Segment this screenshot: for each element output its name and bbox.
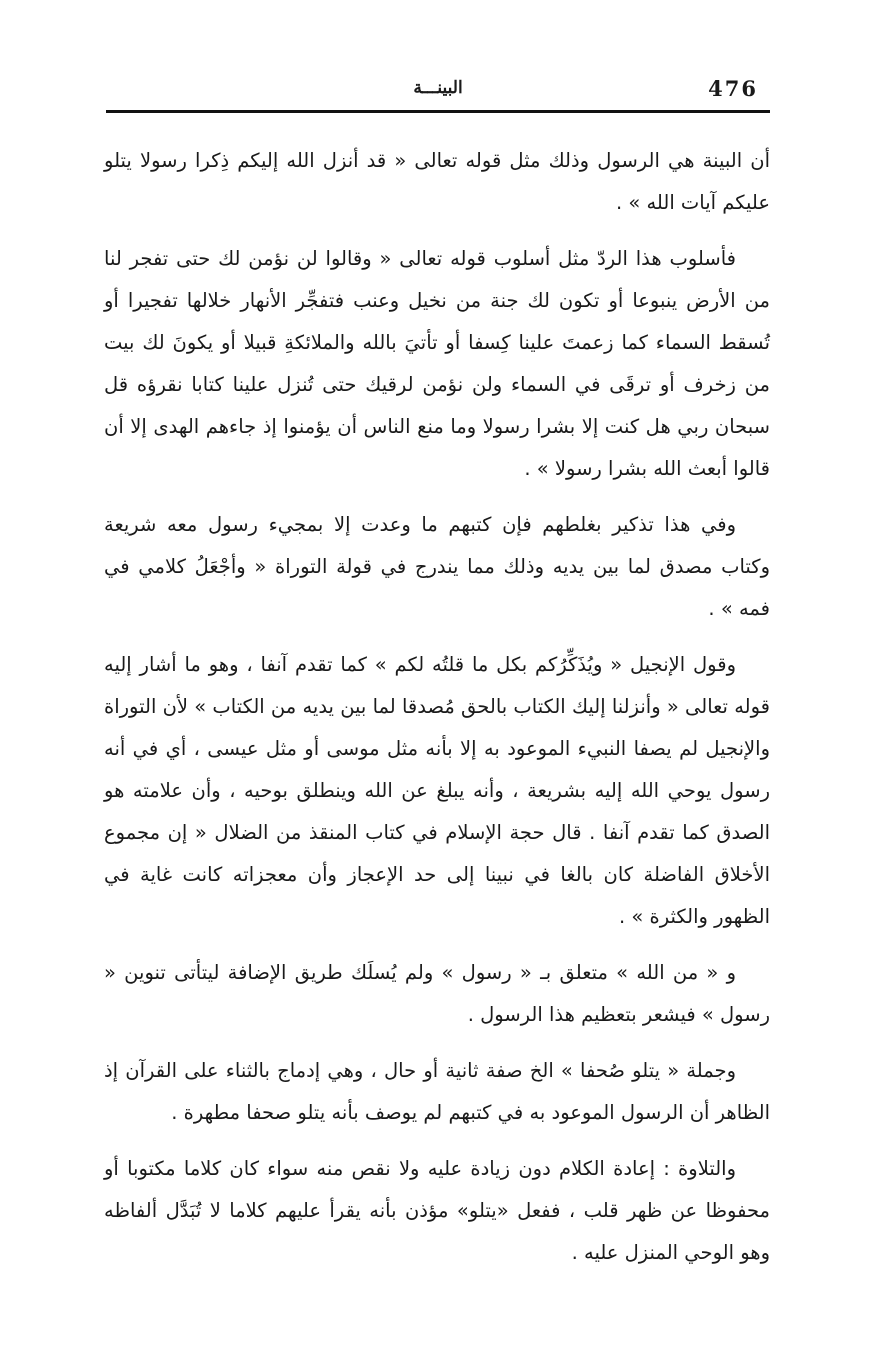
paragraph: فأسلوب هذا الردّ مثل أسلوب قوله تعالى « وقالوا لن نؤمن لك حتى تفجر لنا من الأرض ينبوعا أو تكون لك جنة من نخيل وعنب فتفجِّر الأنهار خلالها تفجيرا أو تُسقط السماء كما زعمتَ علينا كِسفا أو تأتيَ بالله والملائكةِ قبيلا أو يكونَ لك بيت من زخرف أو ترقَى في السماء ولن نؤمن لرقيك حتى تُنزل علينا كتابا نقرؤه قل سبحان ربي هل كنت إلا بشرا رسولا وما منع الناس أن يؤمنوا إذ جاءهم الهدى إلا أن قالوا أبعث الله بشرا رسولا » .: [104, 247, 770, 480]
paragraph: وجملة « يتلو صُحفا » الخ صفة ثانية أو حال ، وهي إدماج بالثناء على القرآن إذ الظاهر أن الرسول الموعود به في كتبهم لم يوصف بأنه يتلو صحفا مطهرة .: [104, 1059, 770, 1124]
paragraph: وفي هذا تذكير بغلطهم فإن كتبهم ما وعدت إلا بمجيء رسول معه شريعة وكتاب مصدق لما بين يديه وذلك مما يندرج في قولة التوراة « وأجْعَلُ كلامي في فمه » .: [104, 513, 770, 620]
running-title: البينـــة: [413, 78, 463, 98]
page-body: [104, 140, 770, 1288]
paragraph: و « من الله » متعلق بـ « رسول » ولم يُسلَك طريق الإضافة ليتأتى تنوين « رسول » فيشعر بتعظيم هذا الرسول .: [104, 961, 770, 1026]
header-divider: [106, 110, 770, 113]
page-header: [106, 72, 770, 108]
paragraph: أن البينة هي الرسول وذلك مثل قوله تعالى « قد أنزل الله إليكم ذِكرا رسولا يتلو عليكم آيات الله » .: [104, 149, 770, 214]
paragraph: والتلاوة : إعادة الكلام دون زيادة عليه ولا نقص منه سواء كان كلاما مكتوبا أو محفوظا عن ظهر قلب ، ففعل «يتلو» مؤذن بأنه يقرأ عليهم كلاما لا تُبَدَّل ألفاظه وهو الوحي المنزل عليه .: [104, 1157, 770, 1264]
paragraph: وقول الإنجيل « ويُذَكِّرُكم بكل ما قلتُه لكم » كما تقدم آنفا ، وهو ما أشار إليه قوله تعالى « وأنزلنا إليك الكتاب بالحق مُصدقا لما بين يديه من الكتاب » لأن التوراة والإنجيل لم يصفا النبيء الموعود به إلا بأنه مثل موسى أو مثل عيسى ، أي في أنه رسول يوحي الله إليه بشريعة ، وأنه يبلغ عن الله وينطلق بوحيه ، وأن علامته هو الصدق كما تقدم آنفا . قال حجة الإسلام في كتاب المنقذ من الضلال « إن مجموع الأخلاق الفاضلة كان بالغا في نبينا إلى حد الإعجاز وأن معجزاته كانت غاية في الظهور والكثرة » .: [104, 653, 770, 928]
page-number: 476: [708, 76, 758, 101]
